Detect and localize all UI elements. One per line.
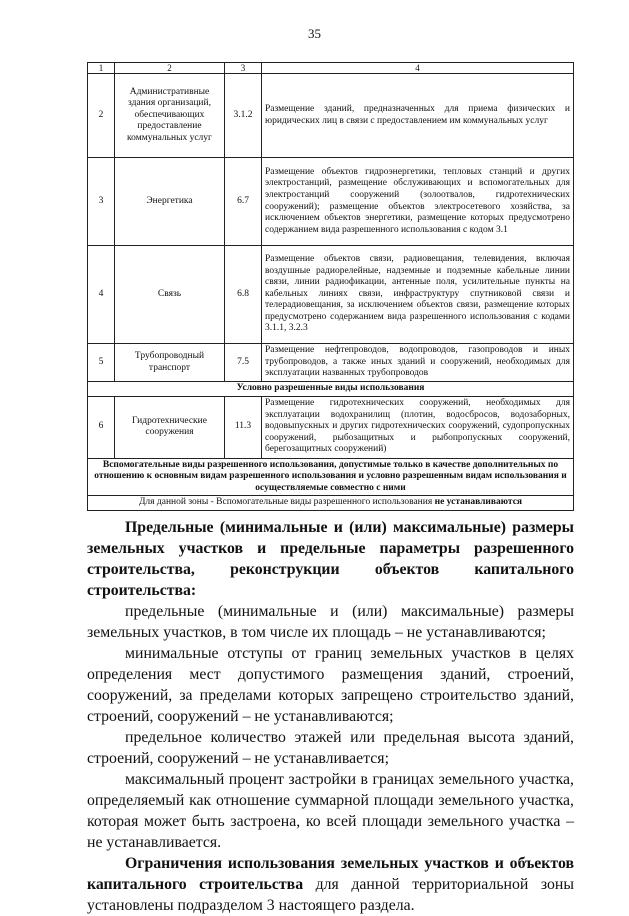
use-type-code: 3.1.2 [225,74,262,158]
use-type-code: 7.5 [225,344,262,382]
table-header-row [88,63,574,74]
use-type-description: Размещение зданий, предназначенных для приема физических и юридических лиц в связи с предоставлением им коммунальных услуг [262,74,574,158]
table-row [88,396,574,458]
use-type-name: Энергетика [115,158,225,246]
note-row [88,496,574,511]
section-row [88,458,574,496]
restrictions-rest: для данной территориальной зоны установлены подразделом 3 настоящего раздела. [87,876,574,914]
use-type-code: 6.7 [225,158,262,246]
column-header: 1 [88,63,115,74]
use-type-name: Административные здания организаций, обеспечивающих предоставление коммунальных услуг [115,74,225,158]
auxiliary-uses-header: Вспомогательные виды разрешенного использования, допустимые только в качестве дополнительных по отношению к основным видам разрешенного использования и условно разрешенным видам использования и осуществляемые совместно с ними [88,458,574,496]
paragraph-min-setbacks: минимальные отступы от границ земельных участков в целях определения мест допустимого размещения зданий, строений, сооружений, за пределами которых запрещено строительство зданий, строений, сооружений – не устанавливаются; [87,645,574,725]
use-type-code: 6.8 [225,246,262,344]
use-type-code: 11.3 [225,396,262,458]
use-type-description: Размещение нефтепроводов, водопроводов, газопроводов и иных трубопроводов, а также иных зданий и сооружений, необходимых для эксплуатации названных трубопроводов [262,344,574,382]
auxiliary-note-prefix: Для данной зоны - Вспомогательные виды разрешенного использования [138,497,435,508]
column-header: 2 [115,63,225,74]
column-header: 3 [225,63,262,74]
body-text [87,517,574,916]
section-row [88,382,574,397]
land-use-table [87,62,574,511]
row-number: 5 [88,344,115,382]
auxiliary-note-bold: не устанавливаются [434,497,523,508]
table-row [88,158,574,246]
limits-heading: Предельные (минимальные и (или) максимальные) размеры земельных участков и предельные параметры разрешенного строительства, реконструкции объектов капитального строительства: [87,519,574,599]
use-type-description: Размещение объектов связи, радиовещания, телевидения, включая воздушные радиорелейные, надземные и подземные кабельные линии связи, линии радиофикации, антенные поля, усилительные пункты на кабельных линиях связи, инфраструктуру спутниковой связи и телерадиовещания, за исключением объектов связи, размещение которых предусмотрено содержанием вида разрешенного использования с кодами 3.1.1, 3.2.3 [262,246,574,344]
row-number: 3 [88,158,115,246]
row-number: 2 [88,74,115,158]
row-number: 4 [88,246,115,344]
column-header: 4 [262,63,574,74]
row-number: 6 [88,396,115,458]
paragraph-max-coverage: максимальный процент застройки в границах земельного участка, определяемый как отношение суммарной площади земельного участка, которая может быть застроена, ко всей площади земельного участка – не устанавливается. [87,771,574,851]
table-row [88,74,574,158]
use-type-name: Связь [115,246,225,344]
page-number: 35 [308,26,321,41]
conditional-uses-header: Условно разрешенные виды использования [88,382,574,397]
use-type-description: Размещение гидротехнических сооружений, необходимых для эксплуатации водохранилищ (плотин, водосбросов, водозаборных, водовыпускных и других гидротехнических сооружений, судопропускных сооружений, рыбозащитных и рыбопропускных сооружений, берегозащитных сооружений) [262,396,574,458]
restrictions-bold: Ограничения использования земельных участков и объектов капитального строительства [87,855,574,893]
use-type-name: Гидротехнические сооружения [115,396,225,458]
paragraph-plot-sizes: предельные (минимальные и (или) максимальные) размеры земельных участков, в том числе их площадь – не устанавливаются; [87,603,574,641]
paragraph-floors: предельное количество этажей или предельная высота зданий, строений, сооружений – не устанавливается; [87,729,574,767]
table-row [88,246,574,344]
auxiliary-uses-note [88,496,574,511]
paragraph-restrictions [87,853,574,916]
use-type-description: Размещение объектов гидроэнергетики, тепловых станций и других электростанций, размещение обслуживающих и вспомогательных для электростанций сооружений (золоотвалов, гидротехнических сооружений); размещение объектов электросетевого хозяйства, за исключением объектов энергетики, размещение которых предусмотрено содержанием вида разрешенного использования с кодом 3.1 [262,158,574,246]
use-type-name: Трубопроводный транспорт [115,344,225,382]
table-row [88,344,574,382]
